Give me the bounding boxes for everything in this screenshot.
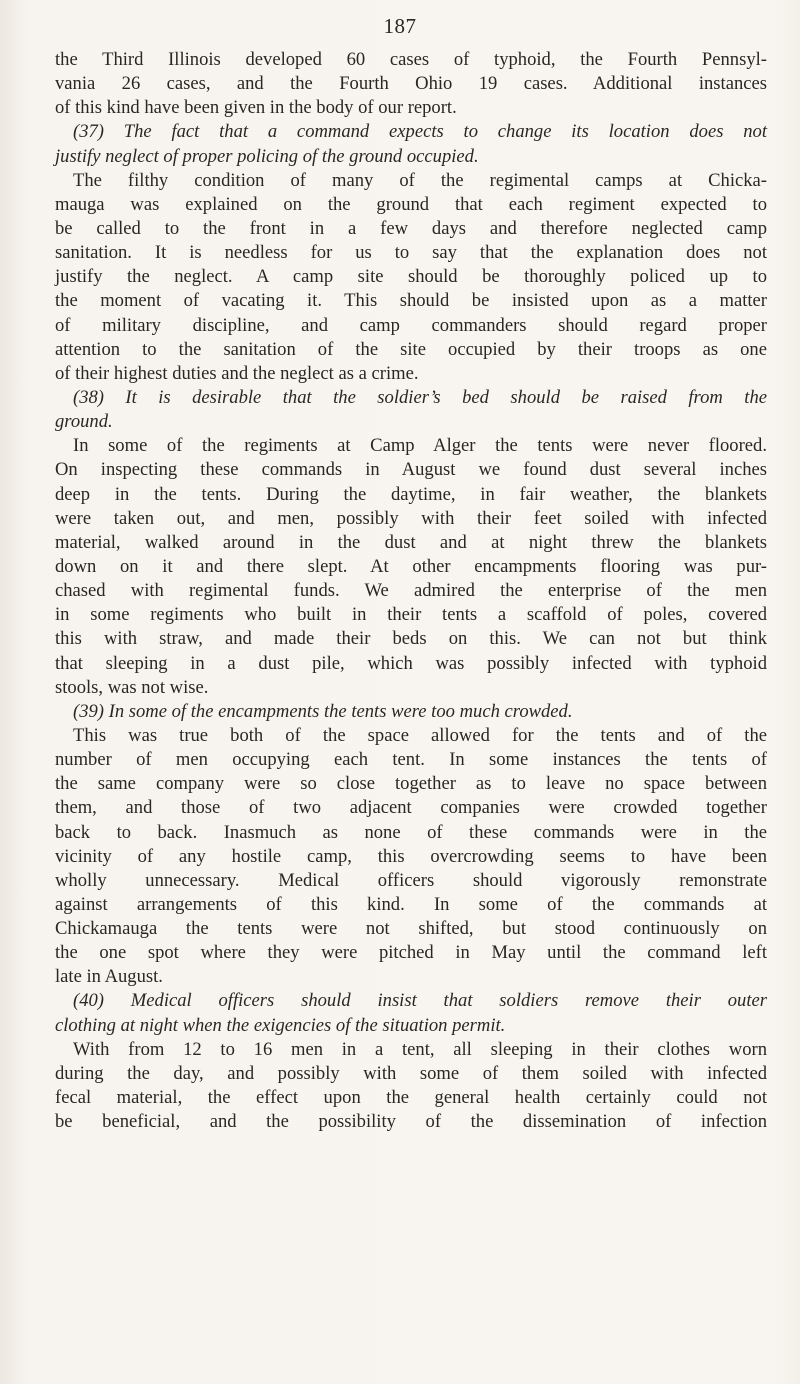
text-line: during the day, and possibly with some of them soiled with infected	[55, 1062, 767, 1084]
text-line: be called to the front in a few days and therefore neglected camp	[55, 217, 767, 239]
text-line: in some regiments who built in their tents a scaffold of poles, covered	[55, 604, 767, 626]
text-line: (37) The fact that a command expects to change its location does not	[73, 121, 767, 143]
text-line: material, walked around in the dust and at night threw the blankets	[55, 531, 767, 553]
text-line: justify neglect of proper policing of the ground occupied.	[55, 145, 479, 167]
text-line: the one spot where they were pitched in May until the command left	[55, 942, 767, 964]
text-line: justify the neglect. A camp site should be thoroughly policed up to	[55, 266, 767, 288]
text-line: of this kind have been given in the body of our report.	[55, 97, 457, 119]
text-line: ground.	[55, 411, 113, 433]
text-line: stools, was not wise.	[55, 676, 209, 698]
text-line: back to back. Inasmuch as none of these commands were in the	[55, 821, 767, 843]
text-line: chased with regimental funds. We admired the enterprise of the men	[55, 580, 767, 602]
text-line: were taken out, and men, possibly with their feet soiled with infected	[55, 507, 767, 529]
body-text	[55, 48, 767, 1134]
text-line: deep in the tents. During the daytime, in fair weather, the blankets	[55, 483, 767, 505]
text-line: In some of the regiments at Camp Alger the tents were never floored.	[73, 435, 767, 457]
text-line: be beneficial, and the possibility of the dissemination of infection	[55, 1111, 767, 1133]
text-line: that sleeping in a dust pile, which was possibly infected with typhoid	[55, 652, 767, 674]
text-line: against arrangements of this kind. In some of the commands at	[55, 893, 767, 915]
text-line: late in August.	[55, 966, 163, 988]
text-line: vicinity of any hostile camp, this overcrowding seems to have been	[55, 845, 767, 867]
text-line: With from 12 to 16 men in a tent, all sleeping in their clothes worn	[73, 1038, 767, 1060]
text-line: mauga was explained on the ground that each regiment expected to	[55, 193, 767, 215]
text-line: attention to the sanitation of the site occupied by their troops as one	[55, 338, 767, 360]
text-line: the Third Illinois developed 60 cases of typhoid, the Fourth Pennsyl-	[55, 49, 767, 70]
text-line: Chickamauga the tents were not shifted, but stood continuously on	[55, 918, 767, 940]
text-line: (38) It is desirable that the soldier’s bed should be raised from the	[73, 386, 767, 408]
text-line: The filthy condition of many of the regimental camps at Chicka-	[73, 169, 767, 191]
text-line: this with straw, and made their beds on this. We can not but think	[55, 628, 767, 650]
text-line: them, and those of two adjacent companies were crowded together	[55, 797, 767, 819]
text-line: (39) In some of the encampments the tents were too much crowded.	[73, 700, 573, 722]
text-line: wholly unnecessary. Medical officers should vigorously remonstrate	[55, 869, 767, 891]
text-line: sanitation. It is needless for us to say that the explanation does not	[55, 242, 767, 264]
text-line: down on it and there slept. At other encampments flooring was pur-	[55, 555, 767, 577]
text-line: the same company were so close together as to leave no space between	[55, 773, 767, 795]
text-line: the moment of vacating it. This should be insisted upon as a matter	[55, 290, 767, 312]
text-line: On inspecting these commands in August we found dust several inches	[55, 459, 767, 481]
text-line: This was true both of the space allowed for the tents and of the	[73, 724, 767, 746]
text-line: of their highest duties and the neglect as a crime.	[55, 362, 419, 384]
text-line: clothing at night when the exigencies of the situation permit.	[55, 1014, 506, 1036]
text-line: fecal material, the effect upon the general health certainly could not	[55, 1087, 767, 1109]
text-line: number of men occupying each tent. In some instances the tents of	[55, 749, 767, 771]
text-line: of military discipline, and camp commanders should regard proper	[55, 314, 767, 336]
text-line: (40) Medical officers should insist that soldiers remove their outer	[73, 990, 767, 1012]
text-line: vania 26 cases, and the Fourth Ohio 19 cases. Additional instances	[55, 73, 767, 95]
page-number: 187	[383, 14, 417, 38]
